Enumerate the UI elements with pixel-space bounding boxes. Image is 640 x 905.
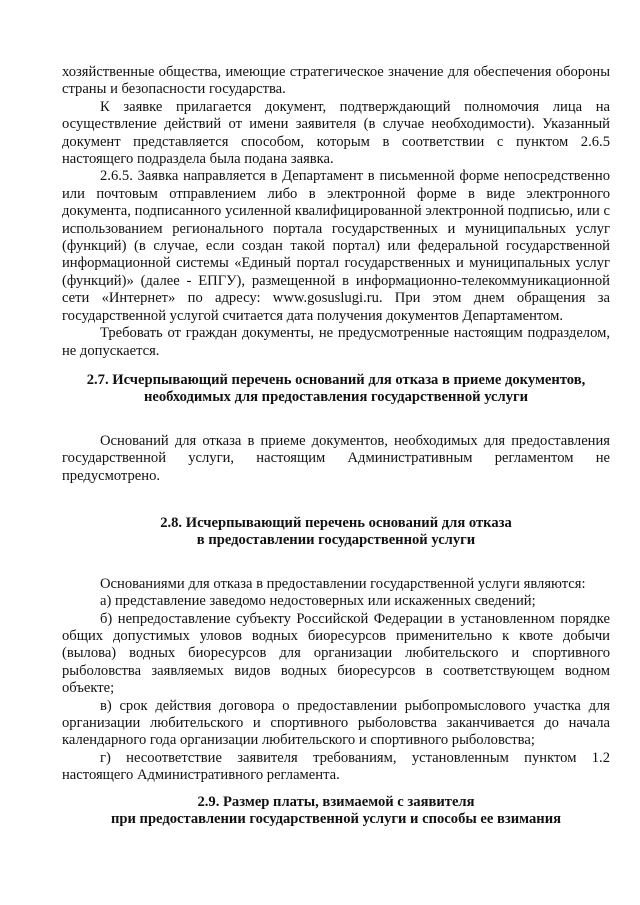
section-2-9-heading-line1: 2.9. Размер платы, взимаемой с заявителя bbox=[197, 793, 475, 810]
paragraph-attachment: К заявке прилагается документ, подтверждающий полномочия лица на осуществление действий от имени заявителя (в случае необходимости). Указанный документ представляется способом, которым в соответствии с пунктом 2.6.5 настоящего подраздела была подана заявка. bbox=[62, 98, 610, 168]
paragraph-continuation: хозяйственные общества, имеющие стратегическое значение для обеспечения обороны страны и безопасности государства. bbox=[62, 64, 610, 98]
section-2-9-heading-line2: при предоставлении государственной услуги и способы ее взимания bbox=[110, 811, 562, 828]
section-2-7-heading-line2: необходимых для предоставления государственной услуги bbox=[143, 389, 529, 406]
section-2-7-heading bbox=[62, 372, 610, 407]
paragraph-2-6-5: 2.6.5. Заявка направляется в Департамент в письменной форме непосредственно или почтовым отправлением либо в электронной форме в виде электронного документа, подписанного усиленной квалифицированной электронной подписью, или с использованием регионального портала государственных и муниципальных услуг (функций) (в случае, если создан такой портал) или федеральной государственной информационной системы «Единый портал государственных и муниципальных услуг (функций)» (далее - ЕПГУ), размещенной в информационно-телекоммуникационной сети «Интернет» по адресу: www.gosuslugi.ru. При этом днем обращения за государственной услугой считается дата получения документов Департаментом. bbox=[62, 168, 610, 324]
section-2-8-heading-line1: 2.8. Исчерпывающий перечень оснований для отказа bbox=[160, 514, 512, 531]
section-2-8-item-a: а) представление заведомо недостоверных или искаженных сведений; bbox=[100, 593, 536, 610]
document-page bbox=[62, 64, 610, 828]
section-2-7-heading-line1: 2.7. Исчерпывающий перечень оснований для отказа в приеме документов, bbox=[86, 371, 586, 388]
section-2-8-heading bbox=[62, 515, 610, 550]
section-2-8-intro: Основаниями для отказа в предоставлении государственной услуги являются: bbox=[100, 575, 586, 592]
section-2-8-heading-line2: в предоставлении государственной услуги bbox=[196, 532, 476, 549]
section-2-7-paragraph: Оснований для отказа в приеме документов, необходимых для предоставления государственной услуги, настоящим Административным регламентом не предусмотрено. bbox=[62, 432, 610, 484]
paragraph-prohibition: Требовать от граждан документы, не предусмотренные настоящим подразделом, не допускается. bbox=[62, 325, 610, 359]
section-2-8-item-b: б) непредоставление субъекту Российской Федерации в установленном порядке общих допустимых уловов водных биоресурсов применительно к квоте добычи (вылова) водных биоресурсов для организации любительского и спортивного рыболовства заявляемых видов водных биоресурсов в соответствующем водном объекте; bbox=[62, 610, 610, 697]
section-2-8-item-g: г) несоответствие заявителя требованиям, установленным пунктом 1.2 настоящего Административного регламента. bbox=[62, 749, 610, 784]
section-2-8-item-v: в) срок действия договора о предоставлении рыбопромыслового участка для организации любительского и спортивного рыболовства заканчивается до начала календарного года организации любительского и спортивного рыболовства; bbox=[62, 697, 610, 749]
section-2-9-heading bbox=[62, 794, 610, 829]
